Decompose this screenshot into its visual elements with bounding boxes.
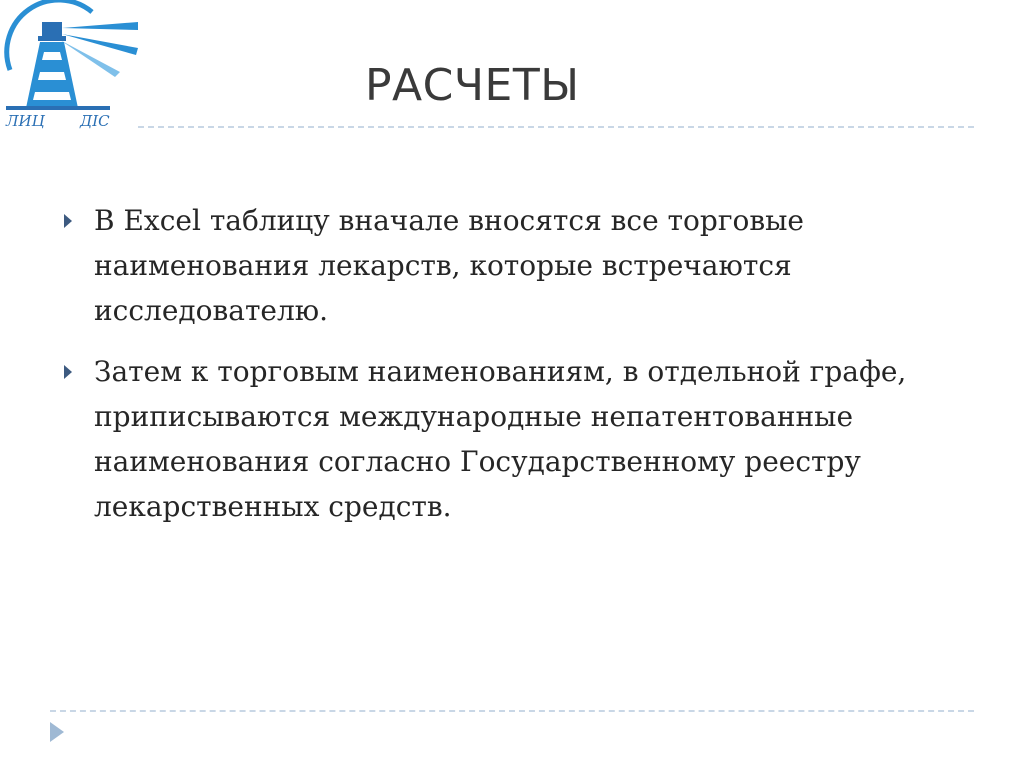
bullet-item (60, 198, 960, 333)
logo-caption-left: ЛИЦ (6, 112, 45, 130)
bottom-divider (50, 710, 974, 712)
triangle-right-icon (64, 214, 72, 228)
lighthouse-logo (0, 0, 140, 140)
slide-title: РАСЧЕТЫ (365, 60, 580, 111)
top-divider (138, 126, 974, 128)
triangle-right-icon (64, 365, 72, 379)
slide-content (60, 198, 960, 545)
bullet-text: В Excel таблицу вначале вносятся все торговые наименования лекарств, которые встречаются исследователю. (94, 204, 804, 327)
logo-caption (4, 110, 124, 136)
bullet-item (60, 349, 960, 529)
play-arrow-icon[interactable] (50, 722, 64, 742)
logo-caption-right: ДІС (80, 112, 110, 130)
bullet-list (60, 198, 960, 529)
bullet-text: Затем к торговым наименованиям, в отдельной графе, приписываются международные непатентованные наименования согласно Государственному реестру лекарственных средств. (94, 355, 907, 523)
